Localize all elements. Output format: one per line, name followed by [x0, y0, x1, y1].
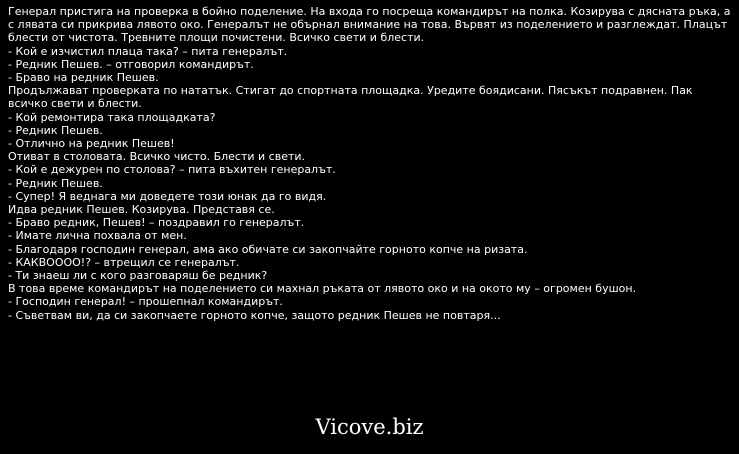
- joke-line: Продължават проверката по нататък. Стигат до спортната площадка. Уредите боядисани. Пясъкът подравнен. Пак всичко свети и блести.: [8, 84, 693, 111]
- joke-line: Отиват в столовата. Всичко чисто. Блести и свети.: [8, 150, 306, 164]
- joke-line: - Кой е изчистил плаца така? – пита генералът.: [8, 44, 288, 58]
- joke-line: - Редник Пешев.: [8, 176, 103, 190]
- joke-line: Генерал пристига на проверка в бойно поделение. На входа го посреща командирът на полка. Козирува с дясната ръка, а с лявата си прикрива лявото око. Генералът не обърнал внимание на това. Вървят из поделението и разглеждат. Плацът блести от чистота. Тревните площи почистени. Всичко свети и блести.: [8, 5, 731, 45]
- joke-line: - Ти знаеш ли с кого разговаряш бе редник?: [8, 269, 268, 283]
- joke-line: - Браво редник, Пешев! – поздравил го генералът.: [8, 216, 305, 230]
- joke-line: - Отлично на редник Пешев!: [8, 137, 175, 151]
- joke-line: - Господин генерал! – прошепнал командирът.: [8, 295, 283, 309]
- joke-line: - Редник Пешев.: [8, 123, 103, 137]
- joke-line: - Благодаря господин генерал, ама ако обичате си закопчайте горното копче на ризата.: [8, 242, 528, 256]
- site-watermark: Vicove.biz: [315, 415, 424, 439]
- joke-line: В това време командирът на поделението си махнал ръката от лявото око и на окото му – огромен бушон.: [8, 282, 637, 296]
- joke-text: [8, 5, 734, 322]
- joke-line: - Имате лична похвала от мен.: [8, 229, 187, 243]
- joke-line: Идва редник Пешев. Козирува. Представя се.: [8, 203, 275, 217]
- joke-line: - Супер! Я веднага ми доведете този юнак да го видя.: [8, 189, 327, 203]
- joke-line: - Кой ремонтира така площадката?: [8, 110, 216, 124]
- joke-line: - Браво на редник Пешев.: [8, 71, 159, 85]
- joke-line: - Кой е дежурен по столова? – пита въхитен генералът.: [8, 163, 336, 177]
- joke-line: - Редник Пешев. – отговорил командирът.: [8, 57, 254, 71]
- joke-line: - КАКВОООО!? – втрещил се генералът.: [8, 255, 240, 269]
- joke-line: - Съветвам ви, да си закопчаете горното копче, защото редник Пешев не повтаря...: [8, 308, 501, 322]
